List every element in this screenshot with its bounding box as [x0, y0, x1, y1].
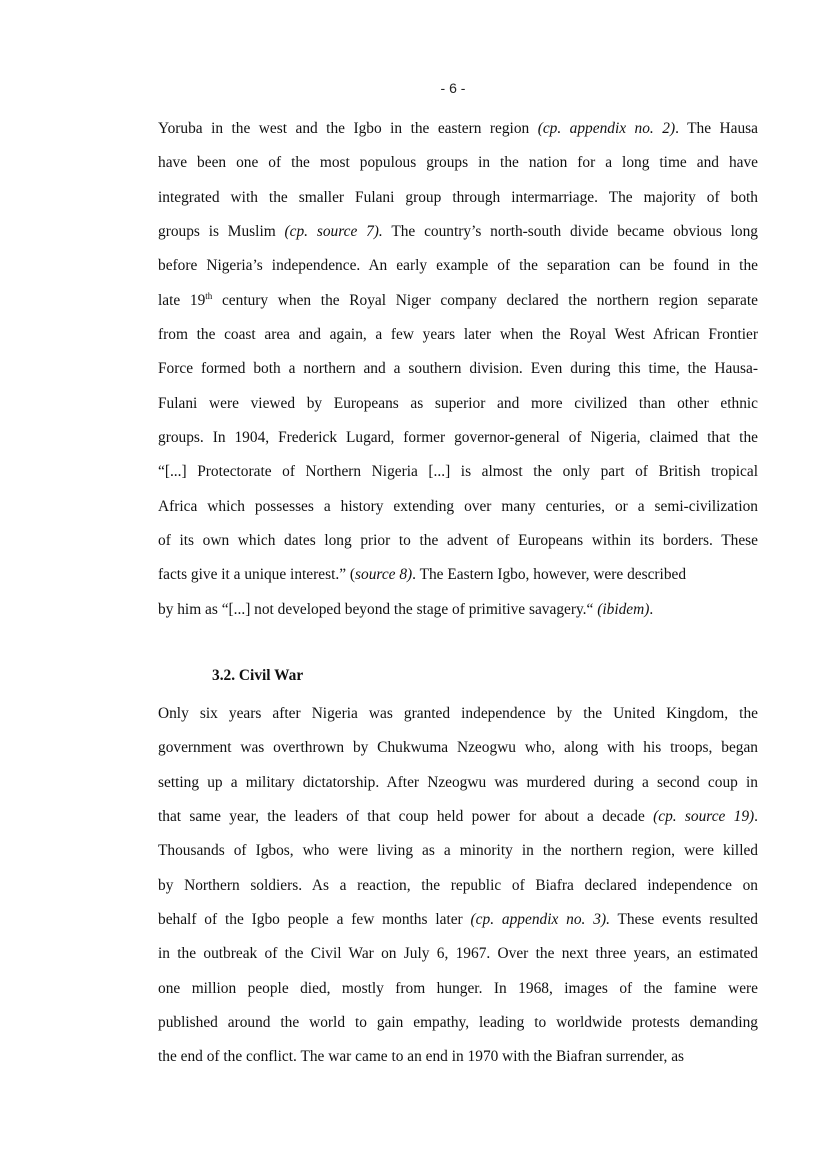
citation: (cp. appendix no. 2) [537, 120, 676, 137]
text-line: Force formed both a northern and a southern division. Even during this time, the Hausa- [158, 360, 758, 378]
text-line: the end of the conflict. The war came to an end in 1970 with the Biafran surrender, as [158, 1048, 685, 1066]
text-line: published around the world to gain empathy, leading to worldwide protests demanding [158, 1014, 758, 1032]
paragraph-ethnic-divide [158, 112, 758, 627]
text-line: government was overthrown by Chukwuma Nzeogwu who, along with his troops, began [158, 739, 758, 757]
text-line: by him as “[...] not developed beyond the stage of primitive savagery.“ (ibidem). [158, 600, 654, 618]
text-line: groups. In 1904, Frederick Lugard, former governor-general of Nigeria, claimed that the [158, 429, 758, 447]
text-line: late 19th century when the Royal Niger company declared the northern region separate [158, 290, 758, 309]
text-line: have been one of the most populous groups in the nation for a long time and have [158, 154, 758, 172]
text-line: Yoruba in the west and the Igbo in the eastern region (cp. appendix no. 2). The Hausa [158, 120, 758, 137]
text-line: by Northern soldiers. As a reaction, the republic of Biafra declared independence on [158, 876, 758, 894]
text-line: in the outbreak of the Civil War on July 6, 1967. Over the next three years, an estimated [158, 945, 758, 963]
citation: source 8) [355, 566, 413, 584]
citation: (cp. source 19) [653, 808, 755, 826]
text-line: Thousands of Igbos, who were living as a minority in the northern region, were killed [158, 842, 758, 860]
text-line: integrated with the smaller Fulani group through intermarriage. The majority of both [158, 188, 758, 206]
superscript: th [205, 290, 213, 301]
text-line: of its own which dates long prior to the advent of Europeans within its borders. These [158, 532, 758, 550]
text-line: Fulani were viewed by Europeans as superior and more civilized than other ethnic [158, 394, 758, 412]
section-heading-civil-war: 3.2. Civil War [212, 667, 304, 684]
text-line: “[...] Protectorate of Northern Nigeria [...] is almost the only part of British tropical [158, 463, 758, 481]
paragraph-civil-war [158, 697, 758, 1075]
text-line: facts give it a unique interest.” (source 8). The Eastern Igbo, however, were described [158, 566, 687, 584]
text-line: Africa which possesses a history extending over many centuries, or a semi-civilization [158, 497, 758, 515]
text-line: setting up a military dictatorship. After Nzeogwu was murdered during a second coup in [158, 773, 758, 791]
text-line: Only six years after Nigeria was granted independence by the United Kingdom, the [158, 705, 758, 722]
text-line: one million people died, mostly from hunger. In 1968, images of the famine were [158, 979, 758, 997]
page-number: - 6 - [440, 80, 466, 96]
text-line: behalf of the Igbo people a few months later (cp. appendix no. 3). These events resulted [158, 911, 758, 929]
citation: (cp. appendix no. 3). [470, 911, 610, 929]
text-line: from the coast area and again, a few years later when the Royal West African Frontier [158, 326, 758, 344]
citation: (ibidem) [597, 600, 650, 618]
text-line: that same year, the leaders of that coup held power for about a decade (cp. source 19). [158, 808, 759, 826]
text-line: before Nigeria’s independence. An early example of the separation can be found in the [158, 257, 758, 275]
text-line: groups is Muslim (cp. source 7). The country’s north-south divide became obvious long [158, 223, 758, 241]
citation: (cp. source 7). [284, 223, 383, 241]
